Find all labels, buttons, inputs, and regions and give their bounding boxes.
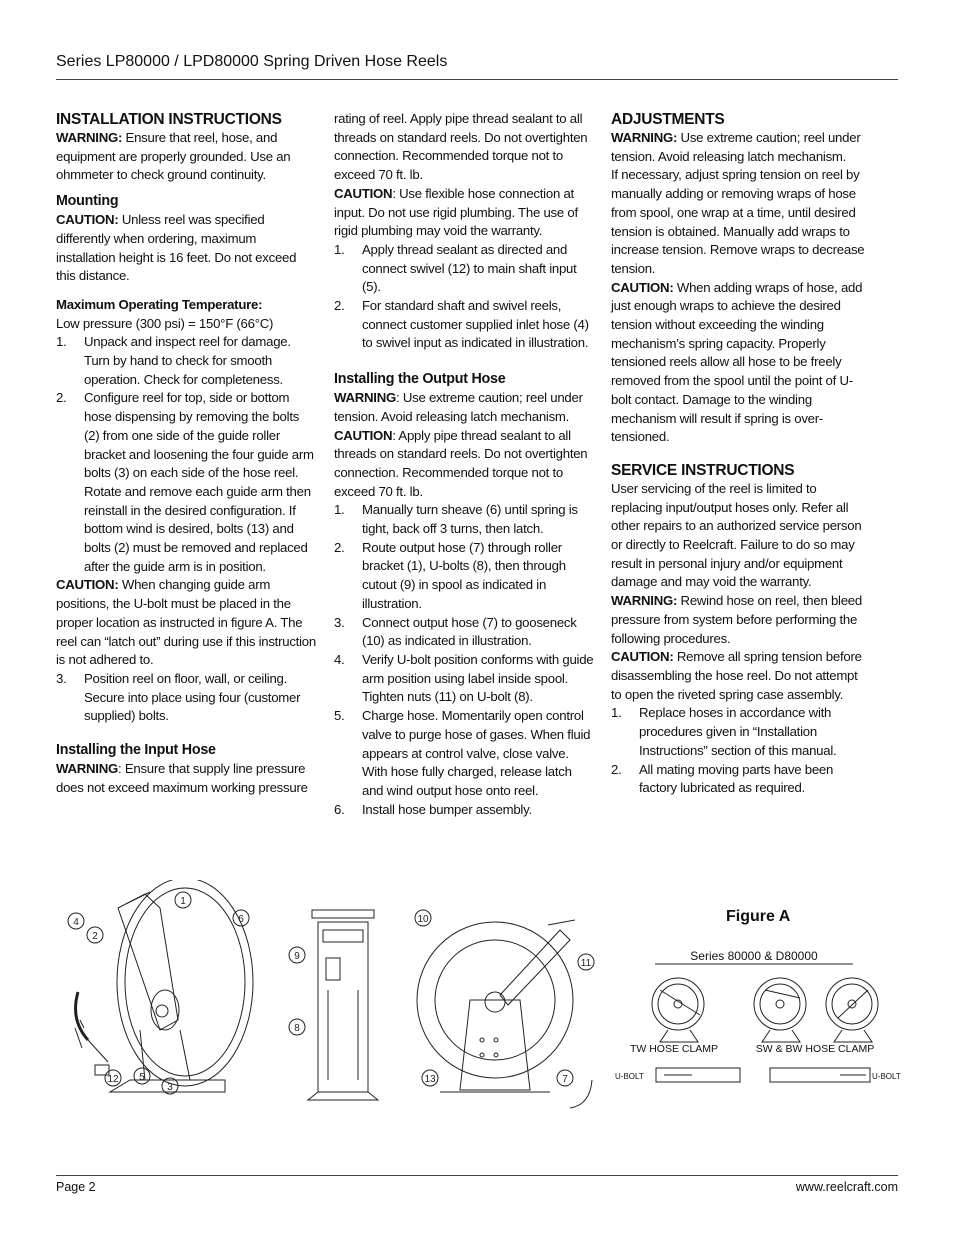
output-steps: [334, 501, 594, 819]
swbw-clamp-reel-2: [826, 978, 878, 1042]
figure-a-drawing: [652, 964, 878, 1082]
adjustments-heading: ADJUSTMENTS: [611, 111, 725, 128]
page-number: Page 2: [56, 1180, 96, 1194]
callout-10: 10: [417, 914, 429, 925]
callout-11: 11: [580, 958, 592, 969]
service-text: User servicing of the reel is limited to replacing input/output hoses only. Refer all other repairs to an authorized service person or directly to Reelcraft. Failure to do so may result in personal injury and/or equipment damage and may void the warranty.: [611, 480, 862, 590]
list-item: 2. For standard shaft and swivel reels, connect customer supplied inlet hose (4) to swivel input as indicated in illustration.: [334, 298, 589, 351]
adjust-caution: CAUTION: When adding wraps of hose, add just enough wraps to achieve the desired tension without exceeding the winding mechanism’s spring capacity. Properly tensioned reels allow all hose to be freely removed from the spool until the point of U-bolt contact. Damage to the winding mechanism will result if spring is over-tensioned.: [611, 279, 863, 445]
list-item: 2. Route output hose (7) through roller bracket (1), U-bolts (8), then through cutout (9) in spool as indicated in illustration.: [334, 539, 566, 611]
output-caution: CAUTION: Apply pipe thread sealant to all threads on standard reels. Do not overtighten connection. Recommended torque not to exceed 70 ft. lb.: [334, 427, 588, 499]
callout-12: 12: [107, 1074, 119, 1085]
input-warning: WARNING: Ensure that supply line pressure does not exceed maximum working pressure: [56, 761, 308, 795]
warning-label: WARNING:: [56, 130, 123, 145]
list-item: 1. Unpack and inspect reel for damage. Turn by hand to check for smooth operation. Check for completeness.: [56, 334, 291, 387]
list-item: 4. Verify U-bolt position conforms with guide arm position using label inside spool. Tighten nuts (11) on U-bolt (8).: [334, 651, 594, 705]
callout-4: 4: [73, 917, 79, 928]
callout-1: 1: [180, 896, 186, 907]
reel-front-drawing: [308, 910, 378, 1100]
warning-text: Ensure that reel, hose, and equipment are properly grounded. Use an ohmmeter to check ground continuity.: [56, 130, 291, 183]
caution-text: Unless reel was specified differently when ordering, maximum installation height is 16 feet. Do not exceed this distance.: [56, 212, 297, 284]
output-hose-heading: Installing the Output Hose: [334, 371, 506, 388]
callout-6: 6: [238, 914, 244, 925]
list-item: 2. Configure reel for top, side or bottom hose dispensing by removing the bolts (2) from one side of the guide roller bracket and loosening the four guide arm bolts (3) on each side of the hose reel. Rotate and remove each guide arm then reinstall in the desired configuration. If bottom wind is desired, bolts (13) and bolts (2) must be removed and replaced after the guide arm is in position.: [56, 390, 314, 574]
service-steps: [611, 704, 871, 798]
service-caution: CAUTION: Remove all spring tension before disassembling the hose reel. Do not attempt to open the riveted spring case assembly.: [611, 649, 862, 702]
list-item: 3. Connect output hose (7) to gooseneck (10) as indicated in illustration.: [334, 614, 577, 649]
footer-rule: [56, 1175, 898, 1176]
column-2: [334, 110, 594, 819]
list-item: 5. Charge hose. Momentarily open control valve to purge hose of gases. When fluid appears at control valve, close valve. With hose fully charged, release latch and wind output hose onto reel.: [334, 708, 591, 798]
reel-illustrations: [0, 880, 954, 1120]
input-hose-heading: Installing the Input Hose: [56, 742, 216, 759]
adjust-warning: WARNING: Use extreme caution; reel under tension. Avoid releasing latch mechanism.: [611, 130, 861, 164]
install-steps: [56, 333, 316, 576]
caution-label: CAUTION:: [56, 212, 119, 228]
service-warning: WARNING: Rewind hose on reel, then bleed pressure from system before performing the following procedures.: [611, 593, 862, 646]
swbw-clamp-label: SW & BW HOSE CLAMP: [755, 1043, 875, 1055]
callout-2: 2: [92, 931, 98, 942]
tw-clamp-label: TW HOSE CLAMP: [629, 1043, 719, 1055]
max-temp-text: Low pressure (300 psi) = 150°F (66°C): [56, 315, 274, 331]
installation-heading: INSTALLATION INSTRUCTIONS: [56, 111, 282, 128]
callout-13: 13: [424, 1074, 436, 1085]
mounting-heading: Mounting: [56, 193, 119, 210]
callout-9: 9: [294, 951, 300, 962]
install-warning: [56, 129, 316, 185]
list-item: 1. Apply thread sealant as directed and connect swivel (12) to main shaft input (5).: [334, 241, 577, 295]
column-3: [611, 110, 871, 798]
callout-3: 3: [167, 1082, 173, 1093]
output-warning: WARNING: Use extreme caution; reel under tension. Avoid releasing latch mechanism.: [334, 390, 583, 424]
list-item: 3. Position reel on floor, wall, or ceiling. Secure into place using four (customer supplied) bolts.: [56, 670, 301, 724]
ubolt-label-right: U-BOLT: [872, 1072, 901, 1081]
header-rule: [56, 79, 898, 80]
ubolt-label-left: U-BOLT: [615, 1072, 644, 1081]
series-label: Series 80000 & D80000: [690, 949, 818, 963]
input-caution: CAUTION: Use flexible hose connection at input. Do not use rigid plumbing. The use of rigid plumbing may void the warranty.: [334, 185, 578, 239]
reel-side-drawing: [75, 880, 253, 1092]
mounting-caution: [56, 211, 316, 286]
callout-7: 7: [562, 1074, 568, 1085]
input-steps: [334, 241, 594, 353]
list-item: 1. Replace hoses in accordance with procedures given in “Installation Instructions” section of this manual.: [611, 705, 837, 758]
website-url: www.reelcraft.com: [795, 1180, 898, 1194]
tw-clamp-reel: [652, 978, 704, 1042]
list-item: 2. All mating moving parts have been factory lubricated as required.: [611, 761, 834, 796]
service-heading: SERVICE INSTRUCTIONS: [611, 461, 795, 479]
list-item: 6. Install hose bumper assembly.: [334, 801, 532, 817]
list-item: 1. Manually turn sheave (6) until spring is tight, back off 3 turns, then latch.: [334, 502, 578, 537]
figure-a-title: Figure A: [726, 908, 791, 925]
page-header-title: Series LP80000 / LPD80000 Spring Driven Hose Reels: [56, 53, 448, 70]
callout-5: 5: [139, 1072, 145, 1083]
callout-8: 8: [294, 1023, 300, 1034]
swbw-clamp-reel-1: [754, 978, 806, 1042]
guide-arm-caution: CAUTION: When changing guide arm positions, the U-bolt must be placed in the proper location as instructed in figure A. The reel can “latch out” during use if this instruction is not adhered to.: [56, 577, 316, 668]
input-continued: rating of reel. Apply pipe thread sealant to all threads on standard reels. Do not overtighten connection. Recommended torque not to exceed 70 ft. lb.: [334, 111, 588, 183]
adjust-text: If necessary, adjust spring tension on reel by manually adding or removing wraps of hose from spool, one wrap at a time, until desired tension is obtained. Manually add wraps to increase tension. Remove wraps to decrease tension.: [611, 167, 865, 276]
column-1: [56, 110, 316, 798]
max-temp-heading: Maximum Operating Temperature:: [56, 296, 263, 312]
